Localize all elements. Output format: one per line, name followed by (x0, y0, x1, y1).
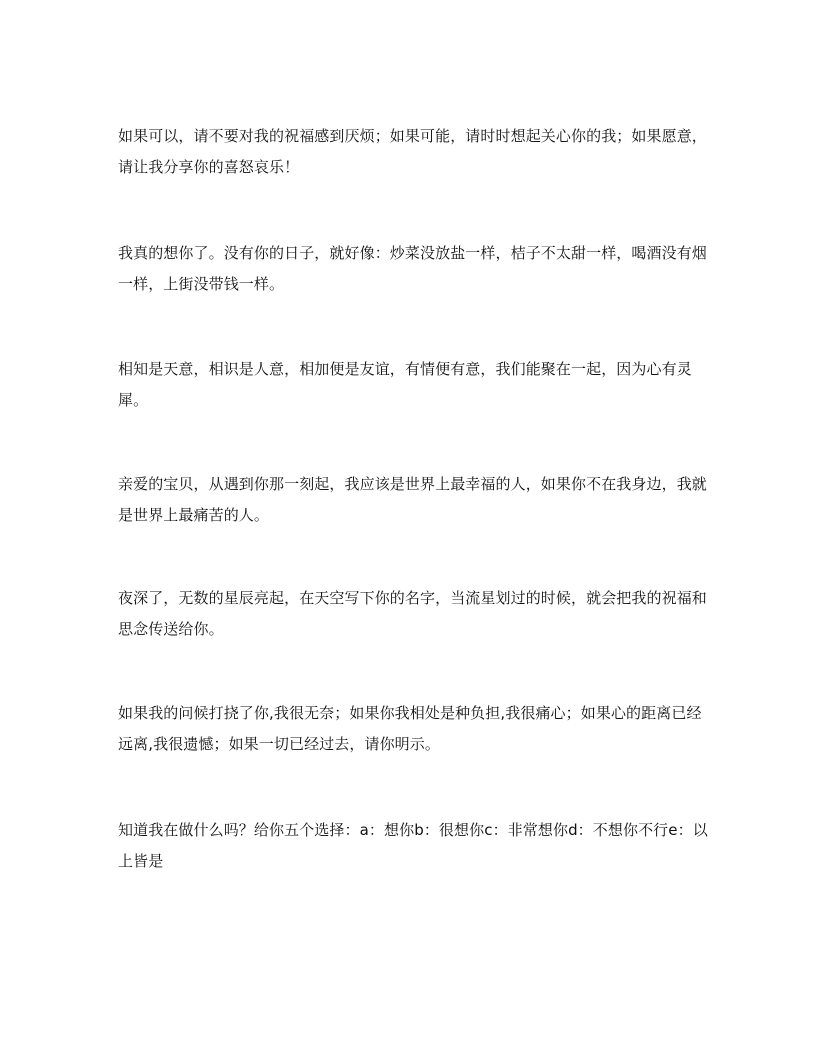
paragraph-6: 如果我的问候打挠了你,我很无奈；如果你我相处是种负担,我很痛心；如果心的距离已经远离,我很遗憾；如果一切已经过去，请你明示。 (118, 704, 702, 753)
paragraph-3: 相知是天意，相识是人意，相加便是友谊，有情便有意，我们能聚在一起，因为心有灵犀。 (118, 360, 692, 409)
paragraph-4: 亲爱的宝贝，从遇到你那一刻起，我应该是世界上最幸福的人，如果你不在我身边，我就是世界上最痛苦的人。 (118, 475, 707, 524)
paragraph-5: 夜深了，无数的星辰亮起，在天空写下你的名字，当流星划过的时候，就会把我的祝福和思念传送给你。 (118, 589, 707, 638)
paragraph-1: 如果可以，请不要对我的祝福感到厌烦；如果可能，请时时想起关心你的我；如果愿意，请让我分享你的喜怒哀乐！ (118, 127, 707, 176)
paragraph-7: 知道我在做什么吗？给你五个选择：a：想你b：很想你c：非常想你d：不想你不行e：以上皆是 (118, 821, 708, 870)
paragraph-2: 我真的想你了。没有你的日子，就好像：炒菜没放盐一样，桔子不太甜一样，喝酒没有烟一样，上街没带钱一样。 (118, 244, 707, 293)
